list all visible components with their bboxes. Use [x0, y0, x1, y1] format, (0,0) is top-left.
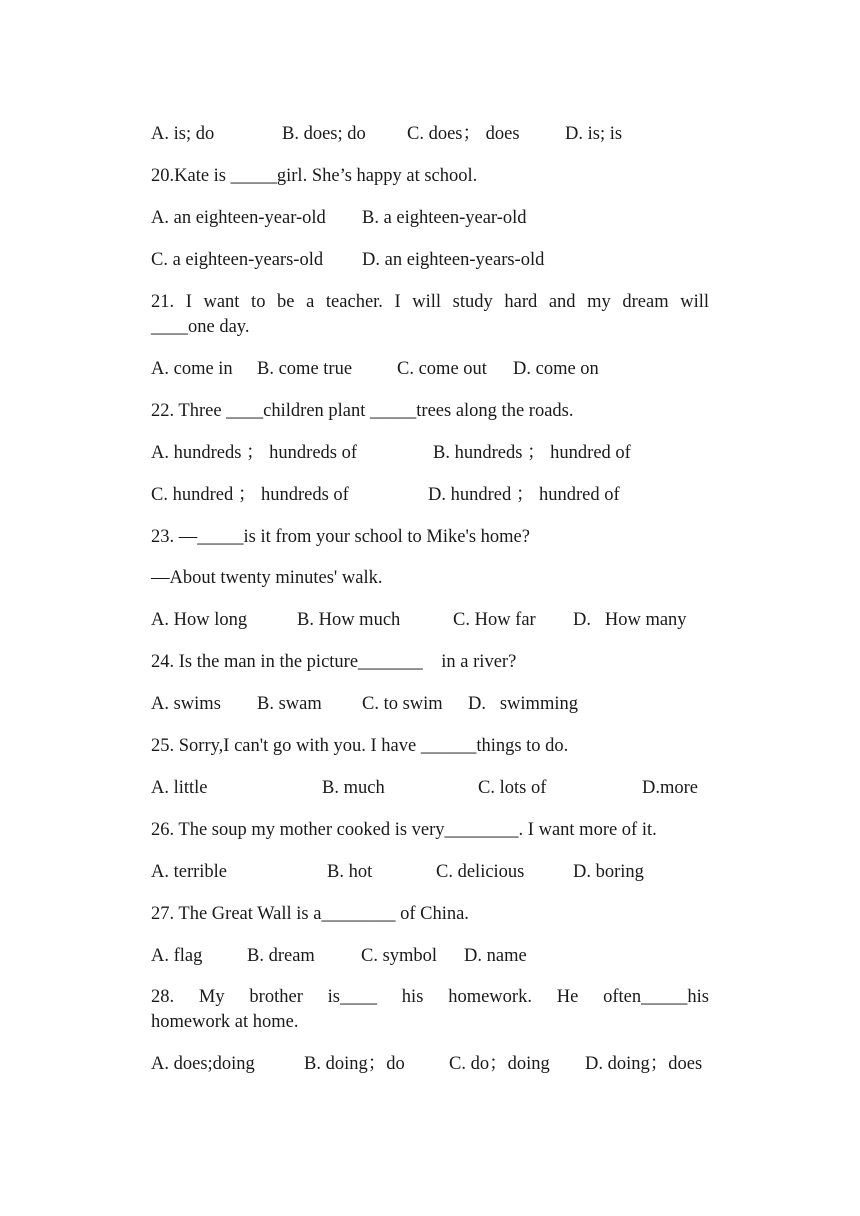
q24-stem: 24. Is the man in the picture_______ in a river? [151, 652, 517, 672]
q20-options-row2 [151, 249, 709, 271]
q21-option-d: D. come on [513, 359, 599, 379]
q27-option-b: B. dream [247, 946, 315, 966]
q21-option-a: A. come in [151, 359, 233, 379]
q21-option-b: B. come true [257, 359, 353, 379]
q22-option-b: B. hundreds ； hundred of [433, 443, 631, 463]
q21-option-c: C. come out [397, 359, 487, 379]
q19-option-b: B. does; do [282, 124, 366, 144]
q19-option-c: C. does； does [407, 124, 520, 144]
q25-option-a: A. little [151, 778, 208, 798]
q28-option-a: A. does;doing [151, 1054, 255, 1074]
q27-options [151, 945, 709, 967]
q24-options [151, 693, 709, 715]
q24-option-d: D. swimming [468, 694, 578, 714]
q25-option-d: D.more [642, 778, 698, 798]
q28-option-d: D. doing；does [585, 1054, 703, 1074]
q20-options-row1 [151, 207, 709, 229]
q25-option-b: B. much [322, 778, 385, 798]
q26-option-c: C. delicious [436, 862, 525, 882]
q22-option-a: A. hundreds ； hundreds of [151, 443, 358, 463]
q26-stem: 26. The soup my mother cooked is very________. I want more of it. [151, 820, 657, 840]
q20-option-a: A. an eighteen-year-old [151, 208, 326, 228]
q22-option-c: C. hundred ； hundreds of [151, 485, 349, 505]
q26-option-b: B. hot [327, 862, 373, 882]
q28-options [151, 1053, 709, 1075]
q22-options-row2 [151, 484, 709, 506]
q23-option-d: D. How many [573, 610, 687, 630]
q23-option-a: A. How long [151, 610, 248, 630]
q22-options-row1 [151, 442, 709, 464]
q22-stem: 22. Three ____children plant _____trees along the roads. [151, 401, 574, 421]
q28-stem-line2: homework at home. [151, 1012, 299, 1032]
q21-stem-line1: 21. I want to be a teacher. I will study hard and my dream will [151, 292, 709, 312]
q28-option-c: C. do；doing [449, 1054, 550, 1074]
q20-option-d: D. an eighteen-years-old [362, 250, 545, 270]
q25-stem: 25. Sorry,I can't go with you. I have ______things to do. [151, 736, 569, 756]
q26-options [151, 861, 709, 883]
q23-answer-line: —About twenty minutes' walk. [151, 568, 383, 588]
q21-options [151, 358, 709, 380]
q23-option-c: C. How far [453, 610, 536, 630]
q22-option-d: D. hundred ； hundred of [428, 485, 620, 505]
q27-stem: 27. The Great Wall is a________ of China. [151, 904, 469, 924]
q23-stem: 23. —_____is it from your school to Mike's home? [151, 527, 530, 547]
q28-stem-line1: 28. My brother is____ his homework. He often_____his [151, 987, 709, 1007]
q20-option-c: C. a eighteen-years-old [151, 250, 324, 270]
q27-option-d: D. name [464, 946, 527, 966]
q27-option-a: A. flag [151, 946, 203, 966]
q25-options [151, 777, 709, 799]
q23-option-b: B. How much [297, 610, 401, 630]
q19-options [151, 123, 709, 145]
q19-option-d: D. is; is [565, 124, 623, 144]
q24-option-b: B. swam [257, 694, 322, 714]
q20-stem: 20.Kate is _____girl. She’s happy at school. [151, 166, 478, 186]
q24-option-a: A. swims [151, 694, 221, 714]
q19-option-a: A. is; do [151, 124, 215, 144]
q26-option-a: A. terrible [151, 862, 228, 882]
q20-option-b: B. a eighteen-year-old [362, 208, 527, 228]
q27-option-c: C. symbol [361, 946, 438, 966]
q24-option-c: C. to swim [362, 694, 443, 714]
q28-option-b: B. doing；do [304, 1054, 405, 1074]
q21-stem-line2: ____one day. [151, 317, 250, 337]
q23-options [151, 609, 709, 631]
q25-option-c: C. lots of [478, 778, 547, 798]
q26-option-d: D. boring [573, 862, 644, 882]
